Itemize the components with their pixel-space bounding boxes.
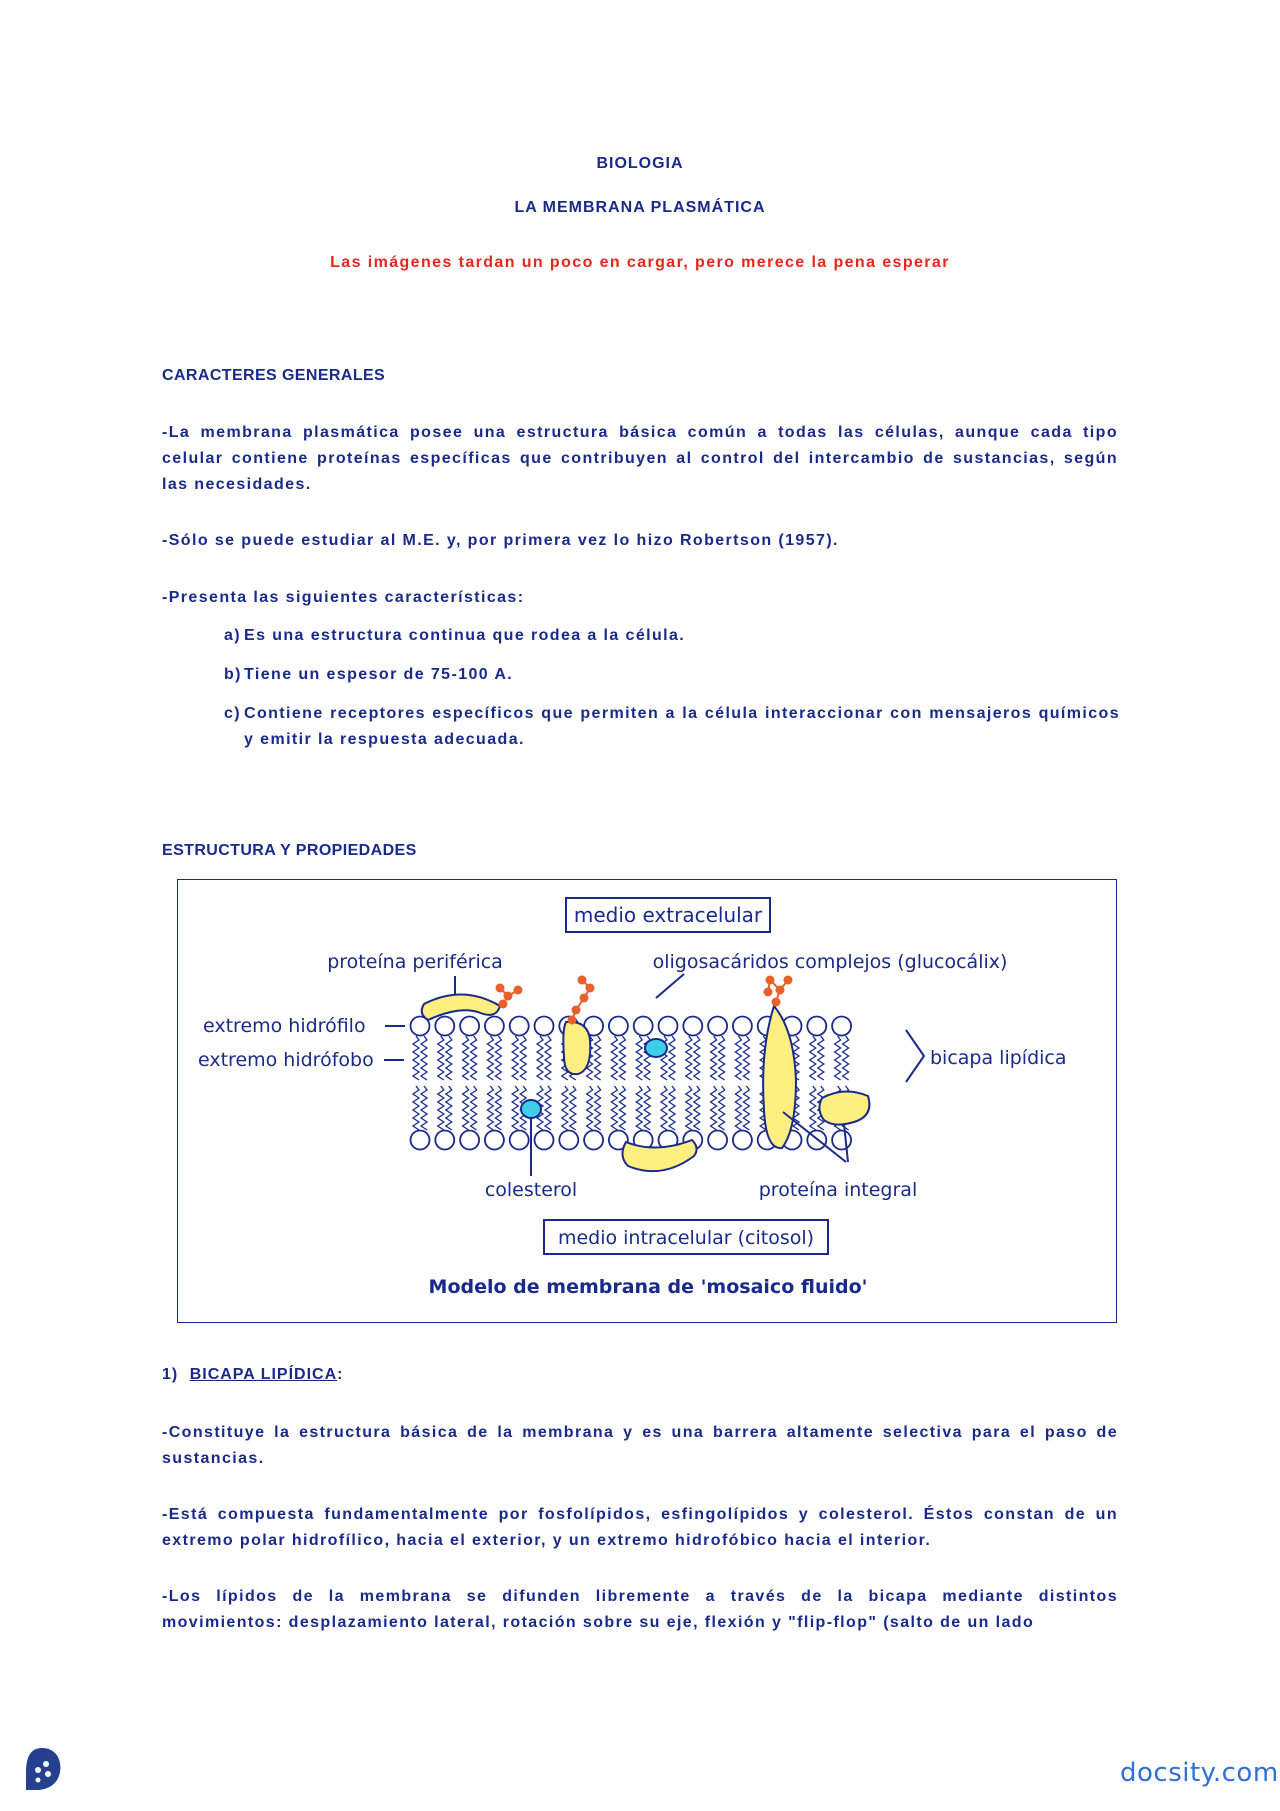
lipid-tail — [735, 1036, 741, 1080]
lipid-tail — [644, 1086, 650, 1130]
lipid-tail — [735, 1086, 741, 1130]
lipid-tail — [438, 1086, 444, 1130]
lipid-tail — [487, 1036, 493, 1080]
cholesterol-molecule — [521, 1100, 541, 1118]
bilayer-label: bicapa lipídica — [930, 1047, 1067, 1069]
lipid-tail — [619, 1086, 625, 1130]
sugar-unit — [766, 976, 775, 985]
lipid-tail — [471, 1086, 477, 1130]
lipid-tail — [694, 1036, 700, 1080]
list-item-label: a) — [224, 627, 242, 644]
lipid-tail — [421, 1086, 427, 1130]
phospholipid-head — [535, 1017, 554, 1036]
lipid-tail — [471, 1036, 477, 1080]
phospholipid-head — [659, 1017, 678, 1036]
list-item-text: Tiene un espesor de 75-100 A. — [244, 666, 514, 683]
lipid-tail — [545, 1036, 551, 1080]
diagram-caption: Modelo de membrana de 'mosaico fluido' — [428, 1276, 868, 1298]
lipid-tail — [669, 1036, 675, 1080]
phospholipid-head — [708, 1131, 727, 1150]
list-item — [224, 701, 1120, 753]
phospholipid-head — [609, 1017, 628, 1036]
sugar-unit — [586, 984, 595, 993]
lipid-tail — [686, 1036, 692, 1080]
section-heading-caracteres: CARACTERES GENERALES — [162, 367, 386, 384]
phospholipid-head — [435, 1017, 454, 1036]
sugar-unit — [499, 1000, 508, 1009]
lipid-tail — [636, 1086, 642, 1130]
lipid-tail — [562, 1086, 568, 1130]
lipid-tail — [810, 1036, 816, 1080]
phospholipid-head — [733, 1017, 752, 1036]
sugar-unit — [504, 992, 513, 1001]
intracellular-label: medio intracelular (citosol) — [557, 1227, 815, 1249]
lipid-tail — [413, 1086, 419, 1130]
sugar-unit — [572, 1006, 581, 1015]
lipid-tail — [537, 1036, 543, 1080]
sugar-unit — [514, 986, 523, 995]
lipid-tail — [619, 1036, 625, 1080]
lipid-tail — [587, 1086, 593, 1130]
lipid-tail — [835, 1036, 841, 1080]
lipid-tail — [595, 1036, 601, 1080]
lipid-tail — [810, 1086, 816, 1130]
protein-small — [563, 1022, 590, 1074]
extracellular-label: medio extracelular — [573, 903, 763, 927]
lipid-tail — [495, 1086, 501, 1130]
phospholipid-head — [832, 1131, 851, 1150]
oligosaccharides-label: oligosacáridos complejos (glucocálix) — [652, 951, 1008, 973]
lipid-tail — [487, 1086, 493, 1130]
list-item-text: Contiene receptores específicos que permiten a la célula interaccionar con mensajeros químicos y emitir la respuesta adecuada. — [244, 705, 1120, 748]
lipid-tail — [463, 1036, 469, 1080]
phospholipid-head — [510, 1131, 529, 1150]
loading-notice: Las imágenes tardan un poco en cargar, pero merece la pena esperar — [330, 254, 950, 271]
phospholipid-head — [807, 1017, 826, 1036]
list-item-text: Es una estructura continua que rodea a la célula. — [244, 627, 686, 644]
lipid-tail — [413, 1036, 419, 1080]
paragraph-estructura-basica: -La membrana plasmática posee una estructura básica común a todas las células, aunque cada tipo celular contiene proteínas específicas que contribuyen al control del intercambio de sustancias, según las necesidades. — [162, 424, 1118, 493]
integral-protein-label: proteína integral — [758, 1179, 918, 1201]
sugar-unit — [580, 994, 589, 1003]
section-heading-bicapa — [162, 1366, 343, 1384]
phospholipid-head — [460, 1017, 479, 1036]
paragraph-robertson: -Sólo se puede estudiar al M.E. y, por primera vez lo hizo Robertson (1957). — [162, 532, 839, 549]
phospholipid-head — [510, 1017, 529, 1036]
lipid-tail — [711, 1086, 717, 1130]
lipid-tail — [463, 1086, 469, 1130]
peripheral-protein-label: proteína periférica — [327, 951, 503, 973]
list-item — [224, 623, 1120, 649]
lipid-tail — [545, 1086, 551, 1130]
paragraph-composicion: -Está compuesta fundamentalmente por fosfolípidos, esfingolípidos y colesterol. Éstos constan de un extremo polar hidrofílico, hacia el exterior, y un extremo hidrofóbico hacia el interior. — [162, 1506, 1118, 1549]
peripheral-protein-top — [422, 994, 500, 1020]
hydrophilic-end-label: extremo hidrófilo — [203, 1015, 366, 1037]
docsity-logo-icon — [20, 1744, 64, 1794]
lipid-tail — [611, 1086, 617, 1130]
phospholipid-head — [435, 1131, 454, 1150]
list-item — [224, 662, 1120, 688]
lipid-tail — [570, 1086, 576, 1130]
lipid-tail — [512, 1036, 518, 1080]
lipid-tail — [512, 1086, 518, 1130]
lipid-tail — [446, 1086, 452, 1130]
phospholipid-head — [559, 1131, 578, 1150]
phospholipid-head — [411, 1131, 430, 1150]
lipid-tail — [661, 1086, 667, 1130]
section-title-bicapa: BICAPA LIPÍDICA — [189, 1366, 338, 1383]
lipid-tail — [669, 1086, 675, 1130]
lipid-tail — [694, 1086, 700, 1130]
sugar-unit — [764, 988, 773, 997]
lipid-tail — [743, 1036, 749, 1080]
sugar-unit — [496, 984, 505, 993]
lipid-tail — [611, 1036, 617, 1080]
lipid-tail — [818, 1036, 824, 1080]
phospholipid-head — [485, 1017, 504, 1036]
lipid-tail — [719, 1086, 725, 1130]
phospholipid-head — [460, 1131, 479, 1150]
docsity-brand[interactable]: docsity.com — [1120, 1758, 1279, 1788]
sugar-unit — [776, 986, 785, 995]
paragraph-caracteristicas: -Presenta las siguientes características: — [162, 589, 525, 606]
lipid-tail — [421, 1036, 427, 1080]
integral-protein-right — [819, 1091, 869, 1124]
phospholipid-head — [683, 1017, 702, 1036]
cholesterol-molecule-top — [645, 1039, 667, 1057]
hydrophobic-end-label: extremo hidrófobo — [198, 1049, 374, 1071]
phospholipid-head — [485, 1131, 504, 1150]
lipid-tail — [495, 1036, 501, 1080]
lipid-tail — [446, 1036, 452, 1080]
lipid-tail — [438, 1036, 444, 1080]
lipid-tail — [636, 1036, 642, 1080]
lipid-tail — [686, 1086, 692, 1130]
sugar-unit — [772, 998, 781, 1007]
doc-subtitle: LA MEMBRANA PLASMÁTICA — [514, 199, 766, 216]
phospholipid-head — [584, 1131, 603, 1150]
sugar-unit — [578, 976, 587, 985]
lipid-tail — [711, 1036, 717, 1080]
phospholipid-head — [733, 1131, 752, 1150]
membrane-diagram — [177, 879, 1117, 1323]
section-heading-estructura: ESTRUCTURA Y PROPIEDADES — [162, 842, 417, 859]
sugar-unit — [784, 976, 793, 985]
section-number: 1) — [162, 1366, 179, 1383]
phospholipid-head — [708, 1017, 727, 1036]
list-item-label: c) — [224, 705, 242, 722]
doc-title: BIOLOGIA — [596, 155, 684, 172]
cholesterol-label: colesterol — [484, 1179, 578, 1201]
section-title-colon: : — [337, 1366, 344, 1383]
lipid-tail — [520, 1036, 526, 1080]
paragraph-movimientos: -Los lípidos de la membrana se difunden libremente a través de la bicapa mediante distintos movimientos: desplazamiento lateral, rotación sobre su eje, flexión y "flip-flop" (salto de un lado — [162, 1588, 1118, 1631]
lipid-tail — [595, 1086, 601, 1130]
phospholipid-head — [634, 1017, 653, 1036]
paragraph-barrera: -Constituye la estructura básica de la membrana y es una barrera altamente selectiva para el paso de sustancias. — [162, 1424, 1118, 1467]
list-item-label: b) — [224, 666, 242, 683]
sugar-unit — [568, 1016, 577, 1025]
lipid-tail — [843, 1036, 849, 1080]
phospholipid-head — [535, 1131, 554, 1150]
phospholipid-head — [832, 1017, 851, 1036]
lipid-tail — [743, 1086, 749, 1130]
lipid-tail — [719, 1036, 725, 1080]
